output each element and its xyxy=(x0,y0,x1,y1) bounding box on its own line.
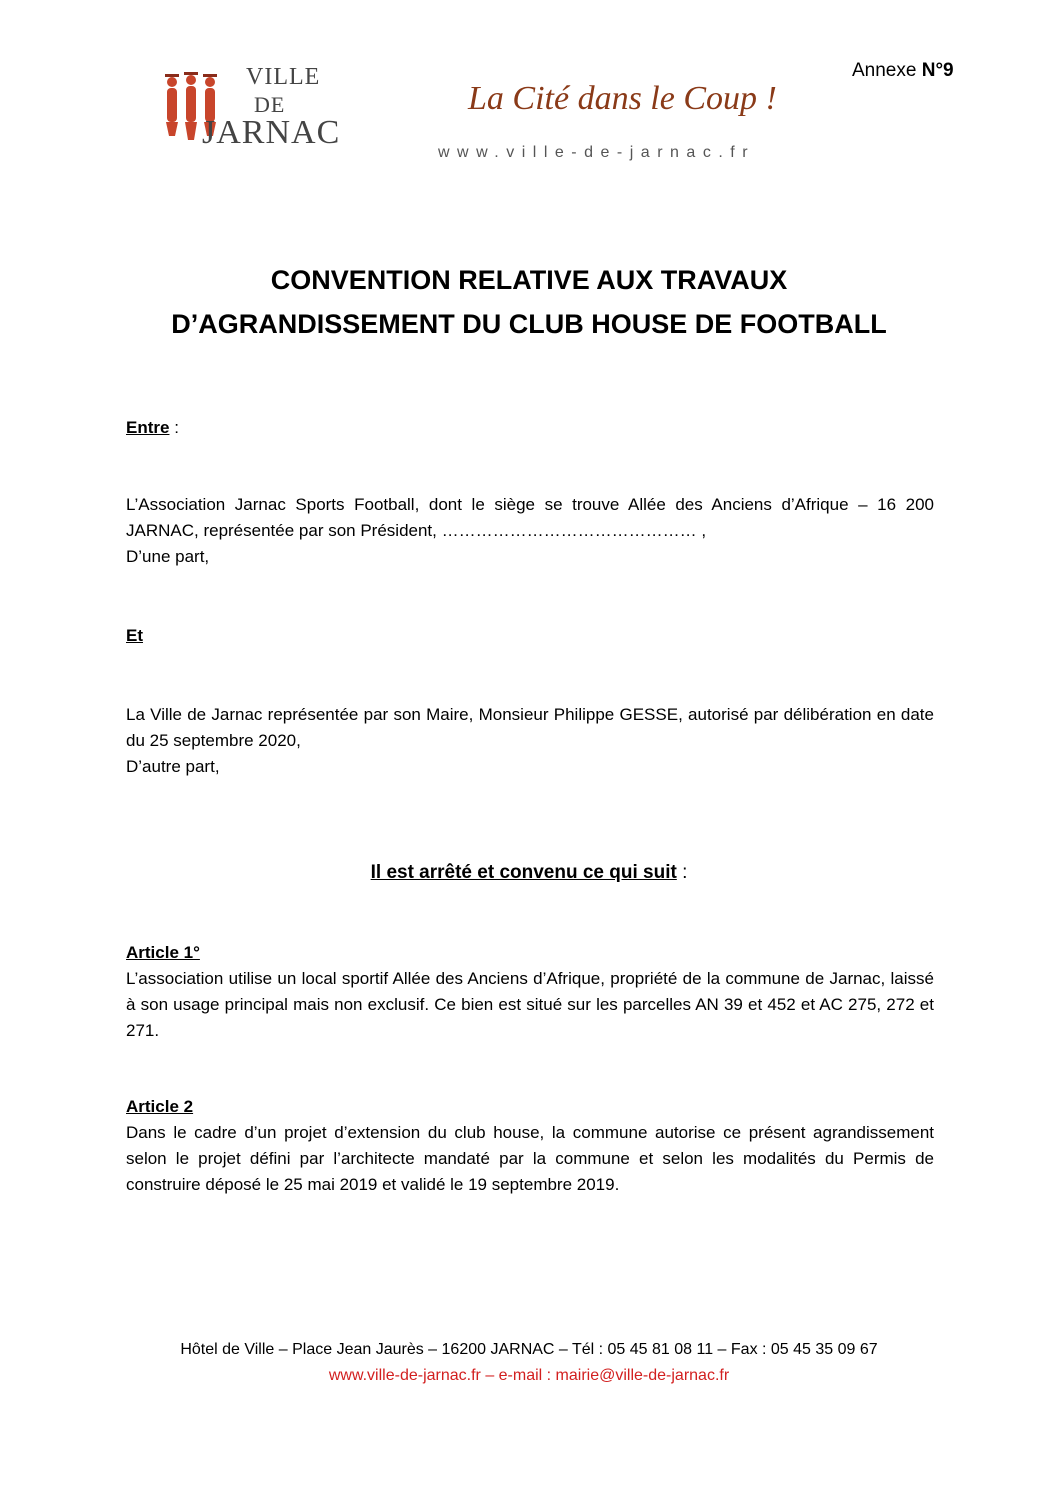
tagline: La Cité dans le Coup ! xyxy=(468,80,777,117)
annexe-label xyxy=(852,60,954,82)
title-line-2: D’AGRANDISSEMENT DU CLUB HOUSE DE FOOTBALL xyxy=(171,309,887,339)
preamble-suffix: : xyxy=(676,862,688,883)
document-title xyxy=(100,258,958,346)
ville-text: La Ville de Jarnac représentée par son Maire, Monsieur Philippe GESSE, autorisé par délibération en date du 25 septembre 2020, xyxy=(126,705,934,750)
preamble-heading xyxy=(100,860,958,886)
footer-address: Hôtel de Ville – Place Jean Jaurès – 16200 JARNAC – Tél : 05 45 81 08 11 – Fax : 05 45 35 09 67 xyxy=(180,1341,878,1358)
association-text: L’Association Jarnac Sports Football, dont le siège se trouve Allée des Anciens d’Afrique – 16 200 JARNAC, représentée par son Président, ……………………………………… , xyxy=(126,495,934,540)
entre-label: Entre xyxy=(126,418,170,437)
annexe-prefix: Annexe xyxy=(852,60,922,81)
article-text: L’association utilise un local sportif Allée des Anciens d’Afrique, propriété de la commune de Jarnac, laissé à son usage principal mais non exclusif. Ce bien est situé sur les parcelles AN 39 et 452 et AC 275, 272 et 271. xyxy=(126,969,934,1040)
article-heading: Article 1° xyxy=(126,943,200,962)
logo-text-de: DE xyxy=(254,92,286,117)
header-website: www.ville-de-jarnac.fr xyxy=(438,144,756,161)
preamble-label: Il est arrêté et convenu ce qui suit xyxy=(370,862,677,883)
article-text: Dans le cadre d’un projet d’extension du club house, la commune autorise ce présent agrandissement selon le projet défini par l’architecte mandaté par la commune et selon les modalités du Permis de construire déposé le 25 mai 2019 et validé le 19 septembre 2019. xyxy=(126,1123,934,1194)
title-line-1: CONVENTION RELATIVE AUX TRAVAUX xyxy=(270,265,788,295)
article-1 xyxy=(126,940,934,1044)
annexe-number: N°9 xyxy=(921,60,954,81)
jarnac-logo xyxy=(162,64,342,160)
et-heading: Et xyxy=(126,626,143,645)
article-heading: Article 2 xyxy=(126,1097,194,1116)
ville-party xyxy=(126,702,934,780)
ville-part: D’autre part, xyxy=(126,757,220,776)
association-part: D’une part, xyxy=(126,547,210,566)
entre-heading xyxy=(126,415,179,441)
footer-contact: www.ville-de-jarnac.fr – e-mail : mairie@ville-de-jarnac.fr xyxy=(328,1367,730,1384)
logo-text-jarnac: JARNAC xyxy=(202,114,341,151)
article-2 xyxy=(126,1094,934,1198)
page-footer xyxy=(100,1337,958,1389)
association-party xyxy=(126,492,934,570)
logo-text-ville: VILLE xyxy=(246,64,321,90)
entre-suffix: : xyxy=(169,418,179,437)
